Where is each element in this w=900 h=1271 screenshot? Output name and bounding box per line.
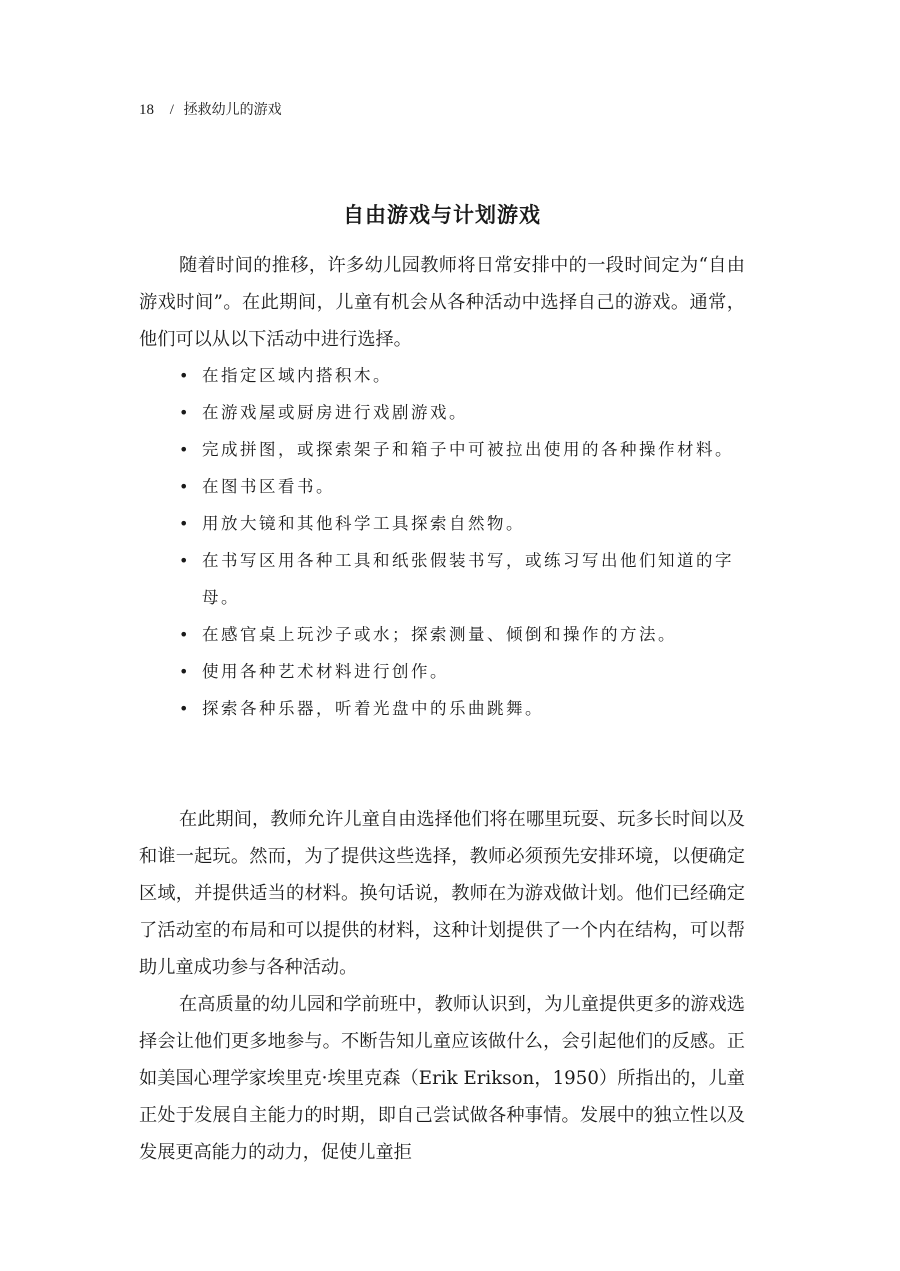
- list-item-text: 完成拼图，或探索架子和箱子中可被拉出使用的各种操作材料。: [202, 440, 734, 459]
- header-separator: /: [169, 102, 174, 118]
- list-item: [179, 653, 745, 690]
- list-item-text: 用放大镜和其他科学工具探索自然物。: [202, 514, 525, 533]
- list-item-text: 使用各种艺术材料进行创作。: [202, 662, 449, 681]
- section-title: 自由游戏与计划游戏: [343, 203, 541, 228]
- list-item: [179, 394, 745, 431]
- book-title: 拯救幼儿的游戏: [183, 102, 282, 118]
- running-head: [139, 100, 282, 120]
- list-item: [179, 690, 745, 727]
- list-item-text: 在感官桌上玩沙子或水；探索测量、倾倒和操作的方法。: [202, 625, 677, 644]
- list-item-text: 在书写区用各种工具和纸张假装书写，或练习写出他们知道的字母。: [202, 551, 734, 607]
- activity-list: [179, 357, 745, 727]
- bullet-icon: •: [179, 625, 191, 644]
- list-item: [179, 357, 745, 394]
- list-item: [179, 505, 745, 542]
- paragraph-quality-programs: 在高质量的幼儿园和学前班中，教师认识到，为儿童提供更多的游戏选择会让他们更多地参与。不断告知儿童应该做什么，会引起他们的反感。正如美国心理学家埃里克·埃里克森（Erik Erikson，1950）所指出的，儿童正处于发展自主能力的时期，即自己尝试做各种事情。发展中的独立性以及发展更高能力的动力，促使儿童拒: [139, 994, 745, 1163]
- paragraph-intro: 随着时间的推移，许多幼儿园教师将日常安排中的一段时间定为“自由游戏时间”。在此期间，儿童有机会从各种活动中选择自己的游戏。通常，他们可以从以下活动中进行选择。: [139, 255, 745, 350]
- list-item-text: 在游戏屋或厨房进行戏剧游戏。: [202, 403, 468, 422]
- list-item-text: 在图书区看书。: [202, 477, 335, 496]
- list-item: [179, 468, 745, 505]
- paragraph-free-choice: 在此期间，教师允许儿童自由选择他们将在哪里玩耍、玩多长时间以及和谁一起玩。然而，为了提供这些选择，教师必须预先安排环境，以便确定区域，并提供适当的材料。换句话说，教师在为游戏做计划。他们已经确定了活动室的布局和可以提供的材料，这种计划提供了一个内在结构，可以帮助儿童成功参与各种活动。: [139, 809, 745, 978]
- list-item-text: 探索各种乐器，听着光盘中的乐曲跳舞。: [202, 699, 544, 718]
- bullet-icon: •: [179, 477, 191, 496]
- page-number: 18: [139, 102, 154, 118]
- list-item: [179, 431, 745, 468]
- bullet-icon: •: [179, 403, 191, 422]
- bullet-icon: •: [179, 662, 191, 681]
- bullet-icon: •: [179, 551, 191, 570]
- bullet-icon: •: [179, 366, 191, 385]
- list-item: [179, 616, 745, 653]
- list-item-text: 在指定区域内搭积木。: [202, 366, 392, 385]
- bullet-icon: •: [179, 514, 191, 533]
- bullet-icon: •: [179, 699, 191, 718]
- bullet-icon: •: [179, 440, 191, 459]
- list-item: [179, 542, 745, 616]
